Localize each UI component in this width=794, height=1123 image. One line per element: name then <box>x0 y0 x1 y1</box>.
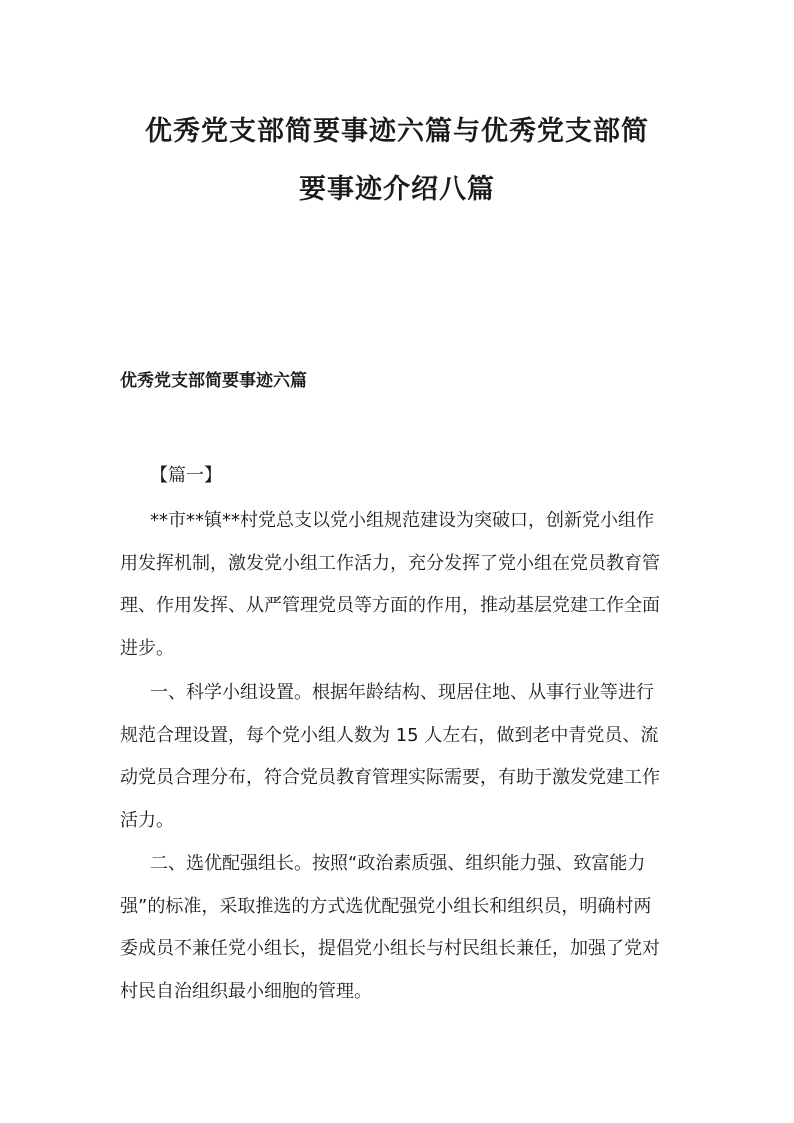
paragraph-line: 二、选优配强组长。按照“政治素质强、组织能力强、致富能力 <box>150 853 646 874</box>
paragraph-line: 委成员不兼任党小组长，提倡党小组长与村民组长兼任，加强了党对 <box>120 938 660 959</box>
document-title-line: 要事迹介绍八篇 <box>299 174 495 205</box>
paragraph-line: 理、作用发挥、从严管理党员等方面的作用，推动基层党建工作全面 <box>120 595 660 616</box>
document-title <box>118 103 676 219</box>
document-title-line: 优秀党支部简要事迹六篇与优秀党支部简 <box>145 116 649 147</box>
paragraph-line: 强”的标准，采取推选的方式选优配强党小组长和组织员，明确村两 <box>120 895 652 917</box>
paragraph-line: **市**镇**村党总支以党小组规范建设为突破口，创新党小组作 <box>150 510 654 531</box>
paragraph-line: 进步。 <box>120 637 174 659</box>
paragraph <box>120 843 676 1013</box>
paragraph-line: 活力。 <box>120 809 174 831</box>
paragraph-line: 用发挥机制，激发党小组工作活力，充分发挥了党小组在党员教育管 <box>120 552 660 574</box>
paragraph-line: 一、科学小组设置。根据年龄结构、现居住地、从事行业等进行 <box>150 682 654 703</box>
paragraph-line: 规范合理设置，每个党小组人数为 15 人左右，做到老中青党员、流 <box>120 724 659 746</box>
paragraph <box>120 500 676 670</box>
paragraph <box>120 672 676 842</box>
section-heading: 优秀党支部简要事迹六篇 <box>120 371 307 391</box>
article-label: 【篇一】 <box>150 465 222 486</box>
paragraph-line: 村民自治组织最小细胞的管理。 <box>120 980 372 1002</box>
paragraph-line: 动党员合理分布，符合党员教育管理实际需要，有助于激发党建工作 <box>120 767 660 788</box>
